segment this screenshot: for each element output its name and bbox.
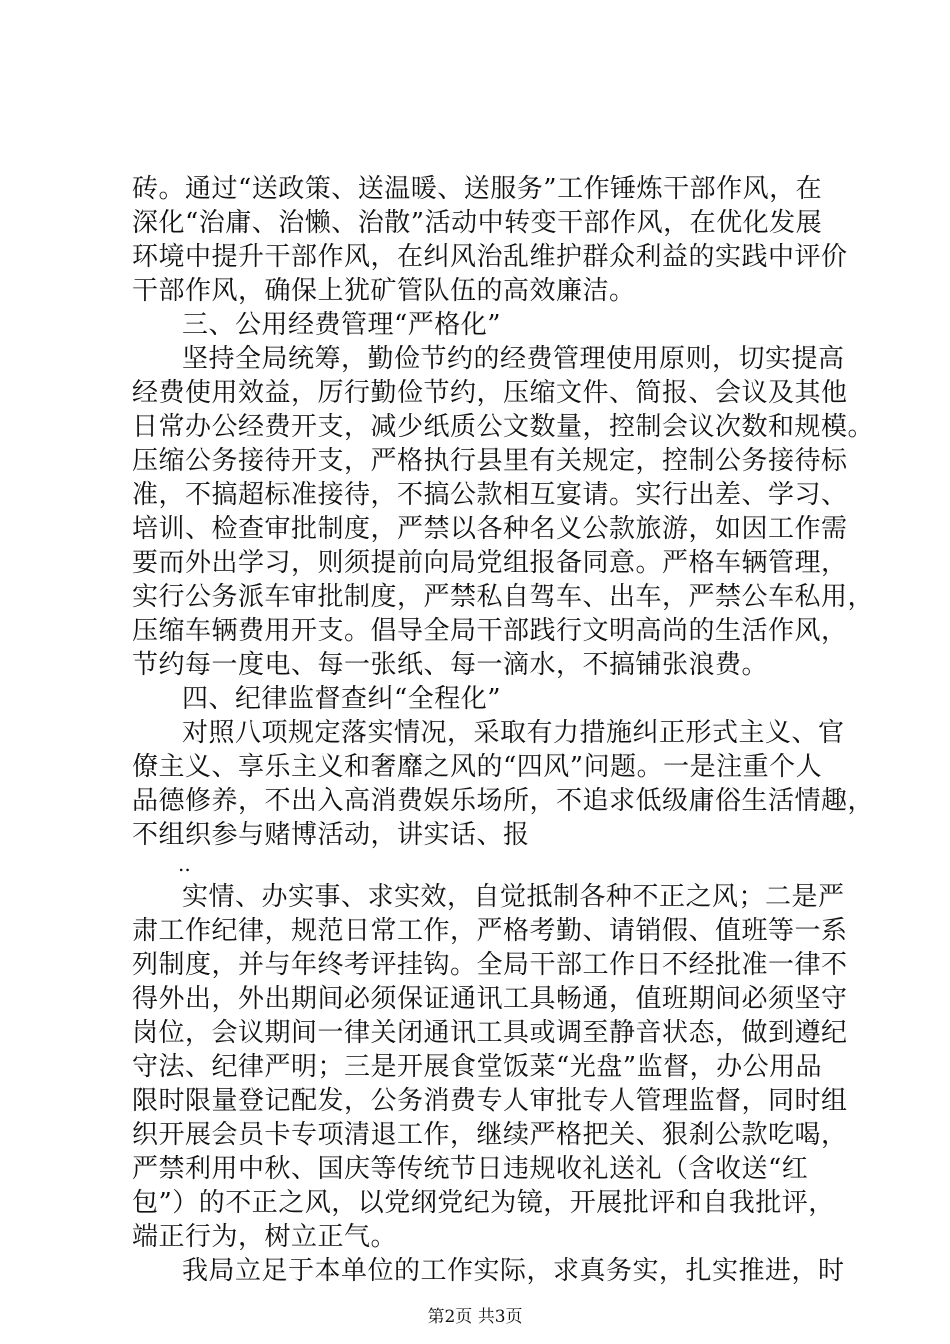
text-line: 经费使用效益，厉行勤俭节约，压缩文件、简报、会议及其他 [132,378,848,408]
text-line: 限时限量登记配发，公务消费专人审批专人管理监督，同时组 [132,1086,848,1116]
text-line: 端正行为，树立正气。 [132,1222,398,1252]
page-number-footer: 第2页 共3页 [427,1307,523,1327]
text-line: 僚主义、享乐主义和奢靡之风的“四风”问题。一是注重个人 [132,752,823,782]
text-line: 压缩公务接待开支，严格执行县里有关规定，控制公务接待标 [132,446,848,476]
text-line: 不组织参与赌博活动，讲实话、报 [132,820,530,850]
text-line: 实情、办实事、求实效，自觉抵制各种不正之风；二是严 [182,882,845,912]
text-line: 岗位，会议期间一律关闭通讯工具或调至静音状态，做到遵纪 [132,1018,848,1048]
text-line: 严禁利用中秋、国庆等传统节日违规收礼送礼（含收送“红 [132,1154,809,1184]
text-line: 要而外出学习，则须提前向局党组报备同意。严格车辆管理， [132,548,848,578]
text-line: 品德修养，不出入高消费娱乐场所，不追求低级庸俗生活情趣， [132,786,875,816]
text-line: 砖。通过“送政策、送温暖、送服务”工作锤炼干部作风，在 [132,174,823,204]
text-line: 守法、纪律严明；三是开展食堂饭菜“光盘”监督，办公用品 [132,1052,823,1082]
text-line: 包”）的不正之风，以党纲党纪为镜，开展批评和自我批评， [132,1188,835,1218]
text-line: 环境中提升干部作风，在纠风治乱维护群众利益的实践中评价 [132,242,848,272]
text-line: 节约每一度电、每一张纸、每一滴水，不搞铺张浪费。 [132,650,769,680]
page-break-marker: .. [178,852,191,876]
text-line: 实行公务派车审批制度，严禁私自驾车、出车，严禁公车私用， [132,582,875,612]
text-line: 我局立足于本单位的工作实际，求真务实，扎实推进，时 [182,1256,845,1286]
text-line: 列制度，并与年终考评挂钩。全局干部工作日不经批准一律不 [132,950,848,980]
text-line: 对照八项规定落实情况，采取有力措施纠正形式主义、官 [182,718,845,748]
text-line: 深化“治庸、治懒、治散”活动中转变干部作风，在优化发展 [132,208,823,238]
text-line: 坚持全局统筹，勤俭节约的经费管理使用原则，切实提高 [182,344,845,374]
text-line: 准，不搞超标准接待，不搞公款相互宴请。实行出差、学习、 [132,480,848,510]
text-line: 压缩车辆费用开支。倡导全局干部践行文明高尚的生活作风， [132,616,848,646]
text-line: 肃工作纪律，规范日常工作，严格考勤、请销假、值班等一系 [132,916,848,946]
text-line: 干部作风，确保上犹矿管队伍的高效廉洁。 [132,276,636,306]
section-heading-4: 四、纪律监督查纠“全程化” [182,684,502,714]
text-line: 培训、检查审批制度，严禁以各种名义公款旅游，如因工作需 [132,514,848,544]
text-line: 织开展会员卡专项清退工作，继续严格把关、狠刹公款吃喝， [132,1120,848,1150]
section-heading-3: 三、公用经费管理“严格化” [182,310,502,340]
text-line: 得外出，外出期间必须保证通讯工具畅通，值班期间必须坚守 [132,984,848,1014]
text-line: 日常办公经费开支，减少纸质公文数量，控制会议次数和规模。 [132,412,875,442]
